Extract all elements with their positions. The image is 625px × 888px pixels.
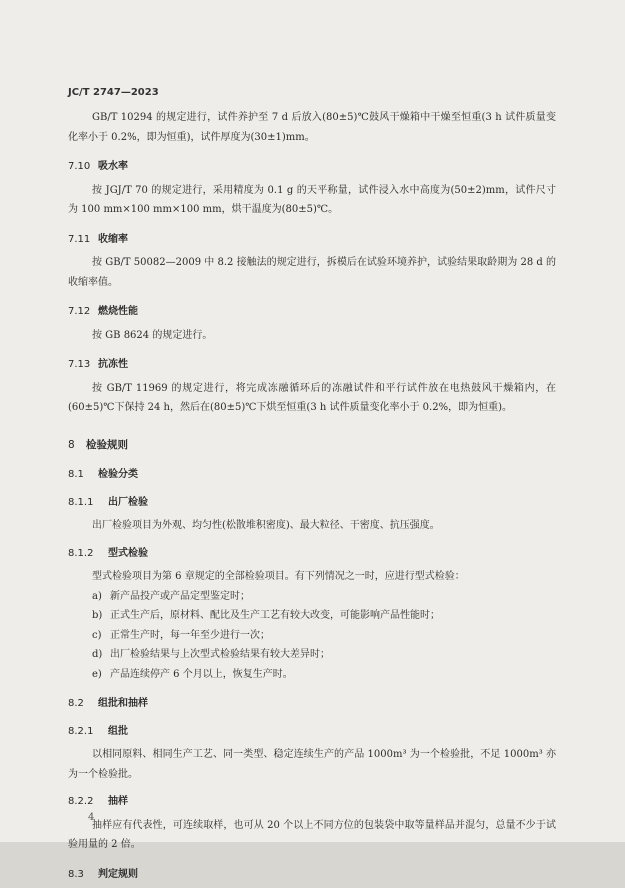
section-8-heading bbox=[68, 436, 556, 456]
section-8-2-2-heading bbox=[68, 792, 556, 812]
list-marker: e) bbox=[92, 668, 102, 680]
list-marker: b) bbox=[92, 610, 103, 621]
section-title: 燃烧性能 bbox=[98, 306, 138, 317]
section-8-1-1-text: 出厂检验项目为外观、均匀性(松散堆积密度)、最大粒径、干密度、抗压强度。 bbox=[92, 520, 440, 531]
section-7-11-heading bbox=[68, 230, 556, 250]
section-title: 收缩率 bbox=[98, 233, 128, 245]
section-title: 出厂检验 bbox=[108, 496, 148, 508]
list-item-text: 产品连续停产 6 个月以上，恢复生产时。 bbox=[110, 668, 293, 680]
section-number: 8.1.1 bbox=[68, 496, 94, 508]
section-title: 抗冻性 bbox=[98, 359, 128, 370]
section-7-11-text: 按 GB/T 50082—2009 中 8.2 接触法的规定进行，拆模后在试验环境养护，试验结果取龄期为 28 d 的收缩率值。 bbox=[68, 257, 556, 288]
section-8-1-2-heading bbox=[68, 544, 556, 564]
section-title: 检验分类 bbox=[98, 469, 138, 480]
section-7-13-text: 按 GB/T 11969 的规定进行，将完成冻融循环后的冻融试件和平行试件放在电热鼓风干燥箱内，在(60±5)℃下保持 24 h，然后在(80±5)℃下烘至恒重(3 h 试件质量变化率小于 0.2%，即为恒重)。 bbox=[68, 382, 556, 413]
section-number: 8.1.2 bbox=[68, 547, 94, 559]
section-7-10-heading bbox=[68, 157, 556, 177]
section-number: 8.2 bbox=[68, 698, 84, 709]
list-marker: a) bbox=[92, 590, 102, 602]
section-8-2-heading bbox=[68, 694, 556, 714]
continuation-paragraph: GB/T 10294 的规定进行，试件养护至 7 d 后放入(80±5)℃鼓风干燥箱中干燥至恒重(3 h 试件质量变化率小于 0.2%，即为恒重)，试件厚度为(30±1)mm。 bbox=[68, 112, 556, 143]
section-8-2-2-text: 抽样应有代表性，可连续取样，也可从 20 个以上不同方位的包装袋中取等量样品并混匀，总量不少于试验用量的 2 倍。 bbox=[68, 819, 556, 850]
section-7-12-heading bbox=[68, 302, 556, 322]
section-number: 7.10 bbox=[68, 161, 91, 172]
list-marker: c) bbox=[92, 629, 102, 641]
document-body bbox=[68, 108, 556, 888]
section-number: 8.2.2 bbox=[68, 796, 94, 807]
list-marker: d) bbox=[92, 649, 103, 660]
section-title: 检验规则 bbox=[86, 438, 128, 451]
list-item-text: 正式生产后，原材料、配比及生产工艺有较大改变，可能影响产品性能时； bbox=[110, 610, 440, 621]
standard-header: JC/T 2747—2023 bbox=[68, 87, 159, 98]
section-7-12-text: 按 GB 8624 的规定进行。 bbox=[92, 329, 213, 341]
list-item-text: 出厂检验结果与上次型式检验结果有较大差异时； bbox=[110, 649, 330, 660]
list-item bbox=[92, 626, 556, 646]
section-number: 8.1 bbox=[68, 469, 84, 480]
list-item-text: 正常生产时，每一年至少进行一次； bbox=[110, 629, 270, 641]
section-title: 吸水率 bbox=[98, 161, 128, 172]
section-title: 组批 bbox=[108, 725, 128, 737]
section-8-1-1-heading bbox=[68, 493, 556, 513]
section-title: 组批和抽样 bbox=[98, 698, 148, 709]
page-number: 4 bbox=[88, 812, 95, 823]
section-title: 判定规则 bbox=[98, 868, 138, 880]
section-number: 8 bbox=[68, 438, 75, 451]
list-item bbox=[92, 606, 556, 626]
section-8-1-2-text: 型式检验项目为第 6 章规定的全部检验项目。有下列情况之一时，应进行型式检验： bbox=[92, 571, 465, 582]
section-number: 7.12 bbox=[68, 306, 91, 317]
section-number: 8.3 bbox=[68, 868, 84, 880]
list-item bbox=[92, 665, 556, 685]
section-8-3-heading bbox=[68, 865, 556, 885]
section-8-2-1-text: 以相同原料、相同生产工艺、同一类型、稳定连续生产的产品 1000m³ 为一个检验批，不足 1000m³ 亦为一个检验批。 bbox=[68, 749, 556, 780]
section-7-10-text: 按 JGJ/T 70 的规定进行，采用精度为 0.1 g 的天平称量，试件浸入水中高度为(50±2)mm，试件尺寸为 100 mm×100 mm×100 mm，烘干温度为(80±5)℃。 bbox=[68, 184, 556, 215]
section-title: 型式检验 bbox=[108, 547, 148, 559]
list-item-text: 新产品投产或产品定型鉴定时； bbox=[110, 590, 250, 602]
list-item bbox=[92, 587, 556, 607]
section-7-13-heading bbox=[68, 355, 556, 375]
section-title: 抽样 bbox=[108, 796, 128, 807]
list-item bbox=[92, 645, 556, 665]
section-8-2-1-heading bbox=[68, 722, 556, 742]
section-number: 7.11 bbox=[68, 233, 91, 245]
section-number: 8.2.1 bbox=[68, 725, 94, 737]
section-number: 7.13 bbox=[68, 359, 91, 370]
section-8-1-heading bbox=[68, 465, 556, 485]
